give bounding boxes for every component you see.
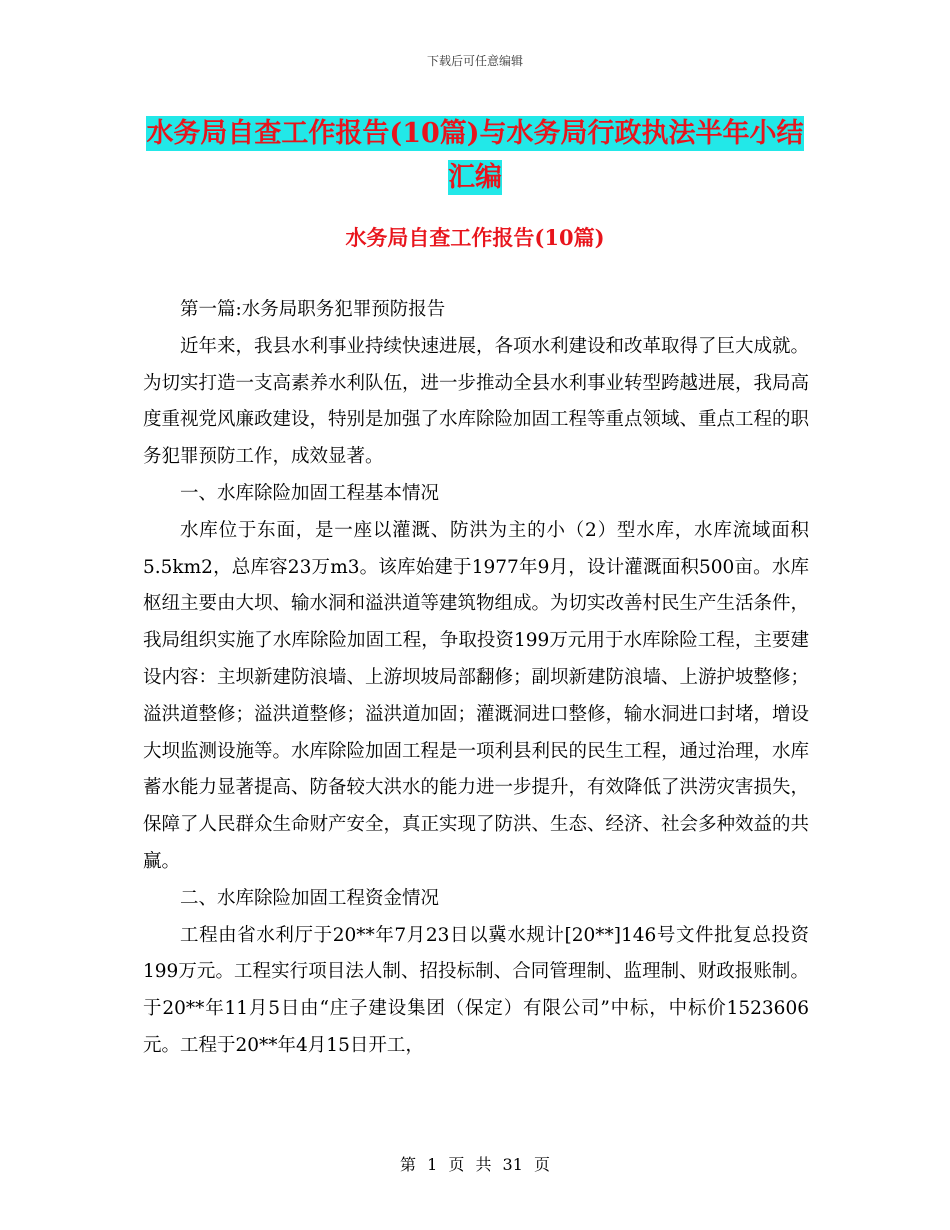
section-title: 水务局自查工作报告(10篇) [345, 225, 605, 250]
paragraph-heading: 一、水库除险加固工程基本情况 [180, 482, 440, 504]
paragraph-heading: 二、水库除险加固工程资金情况 [180, 887, 440, 909]
document-title [140, 112, 810, 200]
document-body [143, 292, 809, 1065]
paragraph-heading: 第一篇:水务局职务犯罪预防报告 [180, 299, 446, 320]
paragraph: 工程由省水利厅于20**年7月23日以冀水规计[20**]146号文件批复总投资199万元。工程实行项目法人制、招投标制、合同管理制、监理制、财政报账制。于20**年11月5日由“庄子建设集团（保定）有限公司”中标，中标价1523606元。工程于20**年4月15日开工， [143, 924, 809, 1056]
page-header: 下载后可任意编辑 [426, 54, 523, 68]
paragraph: 近年来，我县水利事业持续快速进展，各项水利建设和改革取得了巨大成就。为切实打造一支高素养水利队伍，进一步推动全县水利事业转型跨越进展，我局高度重视党风廉政建设，特别是加强了水库除险加固工程等重点领域、重点工程的职务犯罪预防工作，成效显著。 [143, 335, 810, 468]
page-footer: 第 1 页 共 31 页 [400, 1155, 550, 1174]
document-title-text: 水务局自查工作报告(10篇)与水务局行政执法半年小结汇编 [146, 118, 804, 193]
paragraph: 水库位于东面，是一座以灌溉、防洪为主的小（2）型水库，水库流域面积5.5km2，总库容23万m3。该库始建于1977年9月，设计灌溉面积500亩。水库枢纽主要由大坝、输水洞和溢洪道等建筑物组成。为切实改善村民生产生活条件，我局组织实施了水库除险加固工程，争取投资199万元用于水库除险工程，主要建设内容：主坝新建防浪墙、上游坝坡局部翻修；副坝新建防浪墙、上游护坡整修；溢洪道整修；溢洪道整修；溢洪道加固；灌溉洞进口整修，输水洞进口封堵，增设大坝监测设施等。水库除险加固工程是一项利县利民的民生工程，通过治理，水库蓄水能力显著提高、防备较大洪水的能力进一步提升，有效降低了洪涝灾害损失，保障了人民群众生命财产安全，真正实现了防洪、生态、经济、社会多种效益的共赢。 [143, 519, 810, 872]
